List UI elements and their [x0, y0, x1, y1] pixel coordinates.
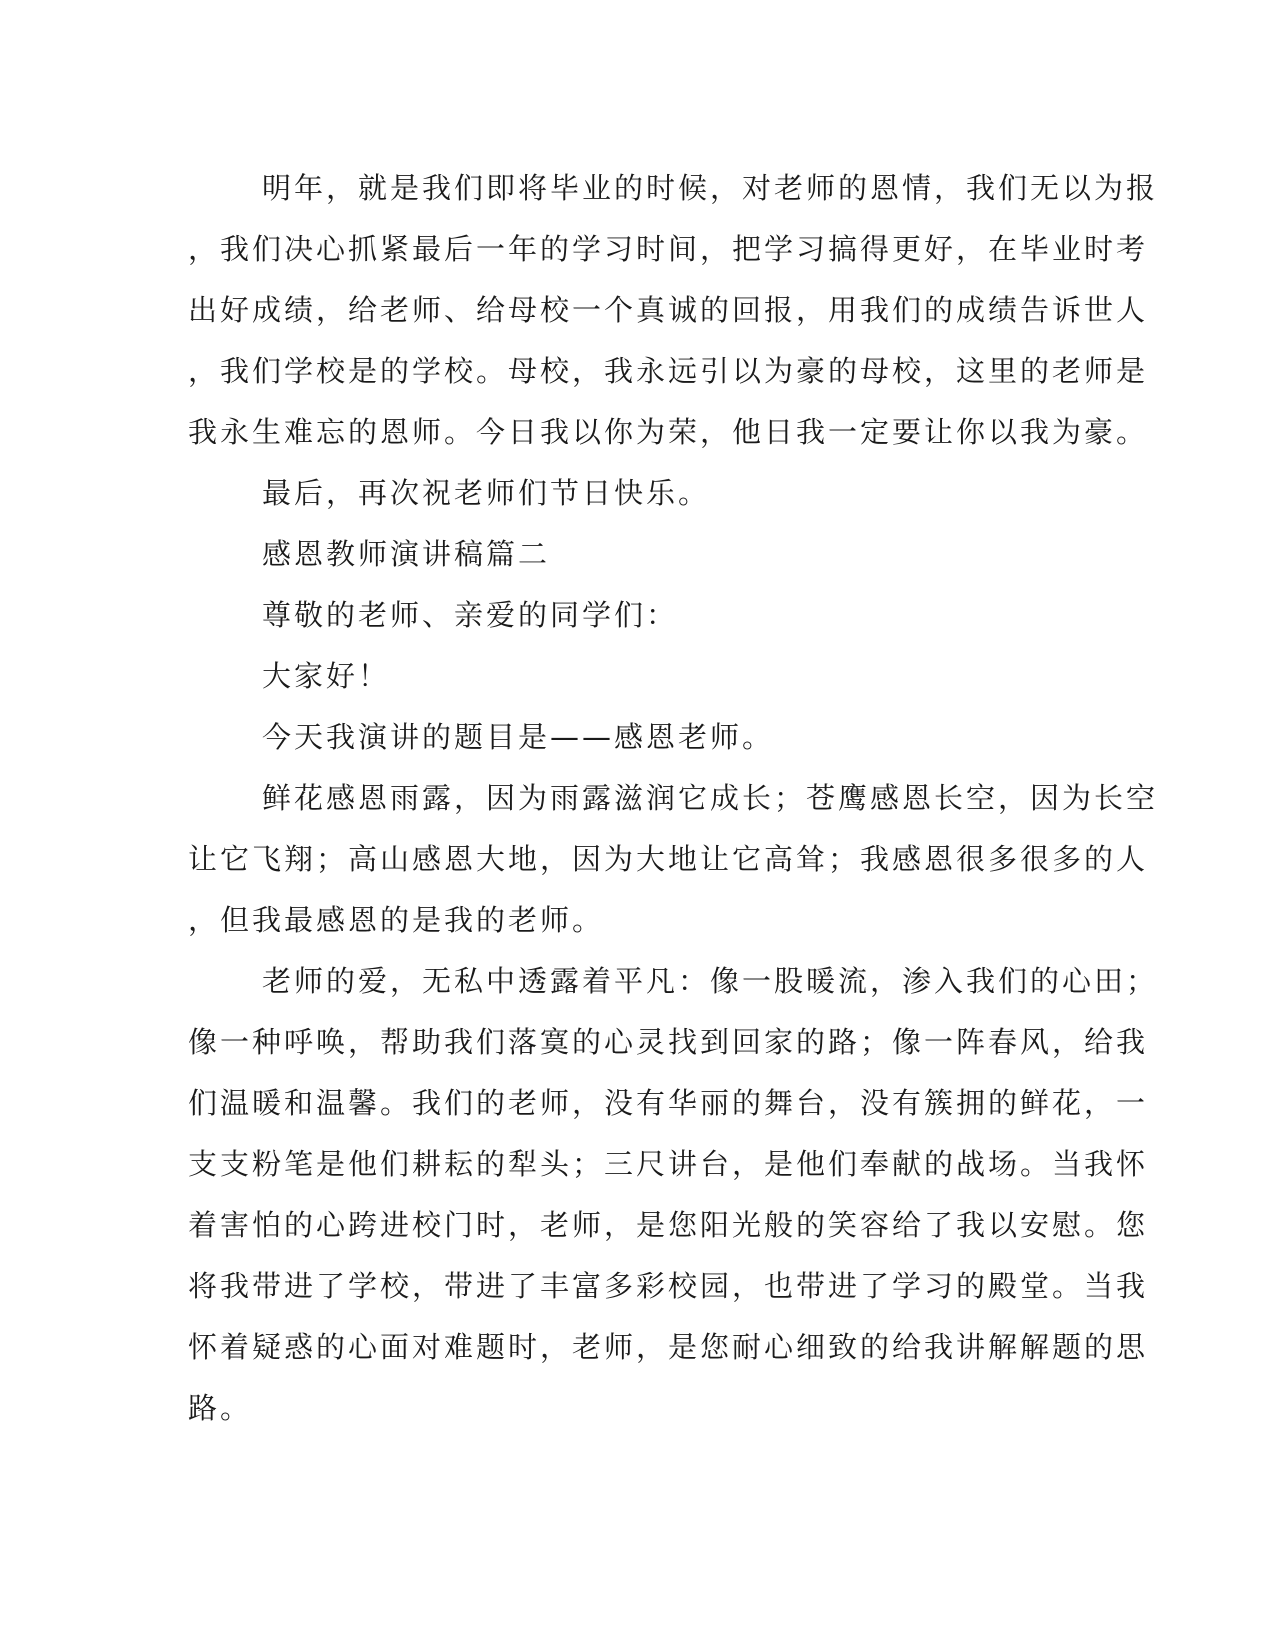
text-line: 像一种呼唤，帮助我们落寞的心灵找到回家的路；像一阵春风，给我 — [188, 1025, 1149, 1059]
text-line: 今天我演讲的题目是——感恩老师。 — [262, 720, 775, 754]
text-line: 着害怕的心跨进校门时，老师，是您阳光般的笑容给了我以安慰。您 — [188, 1208, 1149, 1242]
text-line: 大家好！ — [262, 659, 391, 693]
text-line: 们温暖和温馨。我们的老师，没有华丽的舞台，没有簇拥的鲜花，一 — [188, 1086, 1149, 1120]
text-line: 将我带进了学校，带进了丰富多彩校园，也带进了学习的殿堂。当我 — [188, 1269, 1149, 1303]
text-line: 让它飞翔；高山感恩大地，因为大地让它高耸；我感恩很多很多的人 — [188, 842, 1149, 876]
text-line: 出好成绩，给老师、给母校一个真诚的回报，用我们的成绩告诉世人 — [188, 293, 1149, 327]
text-line: 感恩教师演讲稿篇二 — [262, 537, 551, 571]
document-body — [188, 158, 1159, 1439]
text-line: 尊敬的老师、亲爱的同学们： — [262, 598, 679, 632]
text-line: 鲜花感恩雨露，因为雨露滋润它成长；苍鹰感恩长空，因为长空 — [262, 781, 1159, 815]
text-line: 我永生难忘的恩师。今日我以你为荣，他日我一定要让你以我为豪。 — [188, 415, 1149, 449]
text-line: ，我们决心抓紧最后一年的学习时间，把学习搞得更好，在毕业时考 — [188, 232, 1149, 266]
text-line: 老师的爱，无私中透露着平凡：像一股暖流，渗入我们的心田； — [262, 964, 1159, 998]
text-line: 支支粉笔是他们耕耘的犁头；三尺讲台，是他们奉献的战场。当我怀 — [188, 1147, 1149, 1181]
text-line: 怀着疑惑的心面对难题时，老师，是您耐心细致的给我讲解解题的思 — [188, 1330, 1149, 1364]
text-line: ，我们学校是的学校。母校，我永远引以为豪的母校，这里的老师是 — [188, 354, 1149, 388]
text-line: 路。 — [188, 1391, 253, 1425]
text-line: ，但我最感恩的是我的老师。 — [188, 903, 605, 937]
text-line: 明年，就是我们即将毕业的时候，对老师的恩情，我们无以为报 — [262, 171, 1159, 205]
text-line: 最后，再次祝老师们节日快乐。 — [262, 476, 711, 510]
